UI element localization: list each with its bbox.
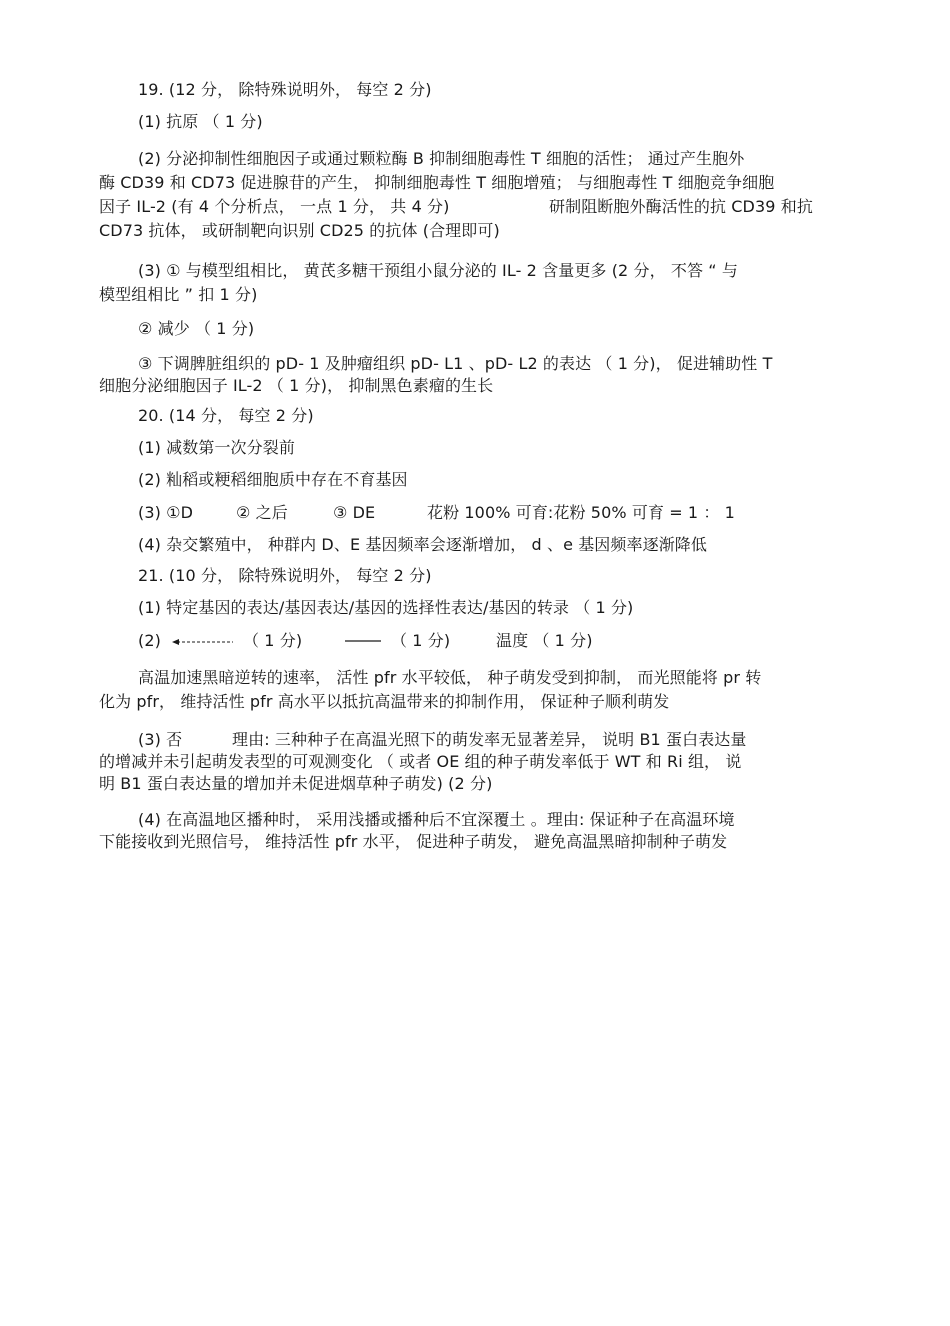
q21-part3-line2: 的增减并未引起萌发表型的可观测变化 （ 或者 OE 组的种子萌发率低于 WT 和 Ri 组， 说 <box>99 752 742 771</box>
q19-header: 19. (12 分， 除特殊说明外， 每空 2 分) <box>138 80 432 99</box>
q20-part3-d: 花粉 100% 可育:花粉 50% 可育 = 1 ： 1 <box>427 503 735 522</box>
q20-part2: (2) 籼稻或粳稻细胞质中存在不育基因 <box>138 470 408 489</box>
q19-part2-line3-a: 因子 IL-2 (有 4 个分析点， 一点 1 分， 共 4 分) <box>99 197 450 216</box>
q19-part2-line1: (2) 分泌抑制性细胞因子或通过颗粒酶 B 抑制细胞毒性 T 细胞的活性； 通过产生胞外 <box>138 149 745 168</box>
solid-line-svg <box>343 631 383 651</box>
q19-part2-line3-b: 研制阻断胞外酶活性的抗 CD39 和抗 <box>549 197 813 216</box>
q21-part2-a: （ 1 分) <box>243 631 303 650</box>
q19-part2-line2: 酶 CD39 和 CD73 促进腺苷的产生， 抑制细胞毒性 T 细胞增殖； 与细胞毒性 T 细胞竞争细胞 <box>99 173 775 192</box>
q19-part3-sub2: ② 减少 （ 1 分) <box>138 319 255 338</box>
q21-part2-exp-line2: 化为 pfr， 维持活性 pfr 高水平以抵抗高温带来的抑制作用， 保证种子顺利萌发 <box>99 692 670 711</box>
q19-part3-line1: (3) ① 与模型组相比， 黄芪多糖干预组小鼠分泌的 IL- 2 含量更多 (2 分， 不答 “ 与 <box>138 261 738 280</box>
q21-part2-b: （ 1 分) <box>391 631 451 650</box>
q19-part3-sub3-line2: 细胞分泌细胞因子 IL-2 （ 1 分)， 抑制黑色素瘤的生长 <box>99 376 494 395</box>
q19-part2-line4: CD73 抗体， 或研制靶向识别 CD25 的抗体 (合理即可) <box>99 221 500 240</box>
q20-part3-a: (3) ①D <box>138 503 194 522</box>
q21-part3-line1-a: (3) 否 <box>138 730 183 749</box>
q21-part2-label: (2) <box>138 631 161 650</box>
q21-part1: (1) 特定基因的表达/基因表达/基因的选择性表达/基因的转录 （ 1 分) <box>138 598 634 617</box>
q21-part2-c: 温度 （ 1 分) <box>496 631 593 650</box>
dashed-arrow-svg <box>171 631 235 651</box>
q20-part1: (1) 减数第一次分裂前 <box>138 438 295 457</box>
q21-header: 21. (10 分， 除特殊说明外， 每空 2 分) <box>138 566 432 585</box>
dashed-arrow-icon <box>171 631 235 651</box>
q21-part4-line2: 下能接收到光照信号， 维持活性 pfr 水平， 促进种子萌发， 避免高温黑暗抑制种子萌发 <box>99 832 728 851</box>
q19-part2-line3 <box>99 197 450 217</box>
q20-part3-c: ③ DE <box>333 503 376 522</box>
solid-line-icon <box>343 631 383 651</box>
q19-part3-sub3-line1: ③ 下调脾脏组织的 pD- 1 及肿瘤组织 pD- L1 、pD- L2 的表达 （ 1 分)， 促进辅助性 T <box>138 354 773 373</box>
q19-part1: (1) 抗原 （ 1 分) <box>138 112 263 131</box>
q19-part3-line2: 模型组相比 ” 扣 1 分) <box>99 285 258 304</box>
q20-part4: (4) 杂交繁殖中， 种群内 D、E 基因频率会逐渐增加， d 、e 基因频率逐渐降低 <box>138 535 707 554</box>
q20-header: 20. (14 分， 每空 2 分) <box>138 406 314 425</box>
q20-part3-b: ② 之后 <box>236 503 288 522</box>
q21-part4-line1: (4) 在高温地区播种时， 采用浅播或播种后不宜深覆土 。理由: 保证种子在高温环境 <box>138 810 735 829</box>
q21-part3-line3: 明 B1 蛋白表达量的增加并未促进烟草种子萌发) (2 分) <box>99 774 493 793</box>
q21-part3-line1-b: 理由: 三种种子在高温光照下的萌发率无显著差异， 说明 B1 蛋白表达量 <box>232 730 747 749</box>
q21-part2-exp-line1: 高温加速黑暗逆转的速率， 活性 pfr 水平较低， 种子萌发受到抑制， 而光照能将 pr 转 <box>138 668 762 687</box>
